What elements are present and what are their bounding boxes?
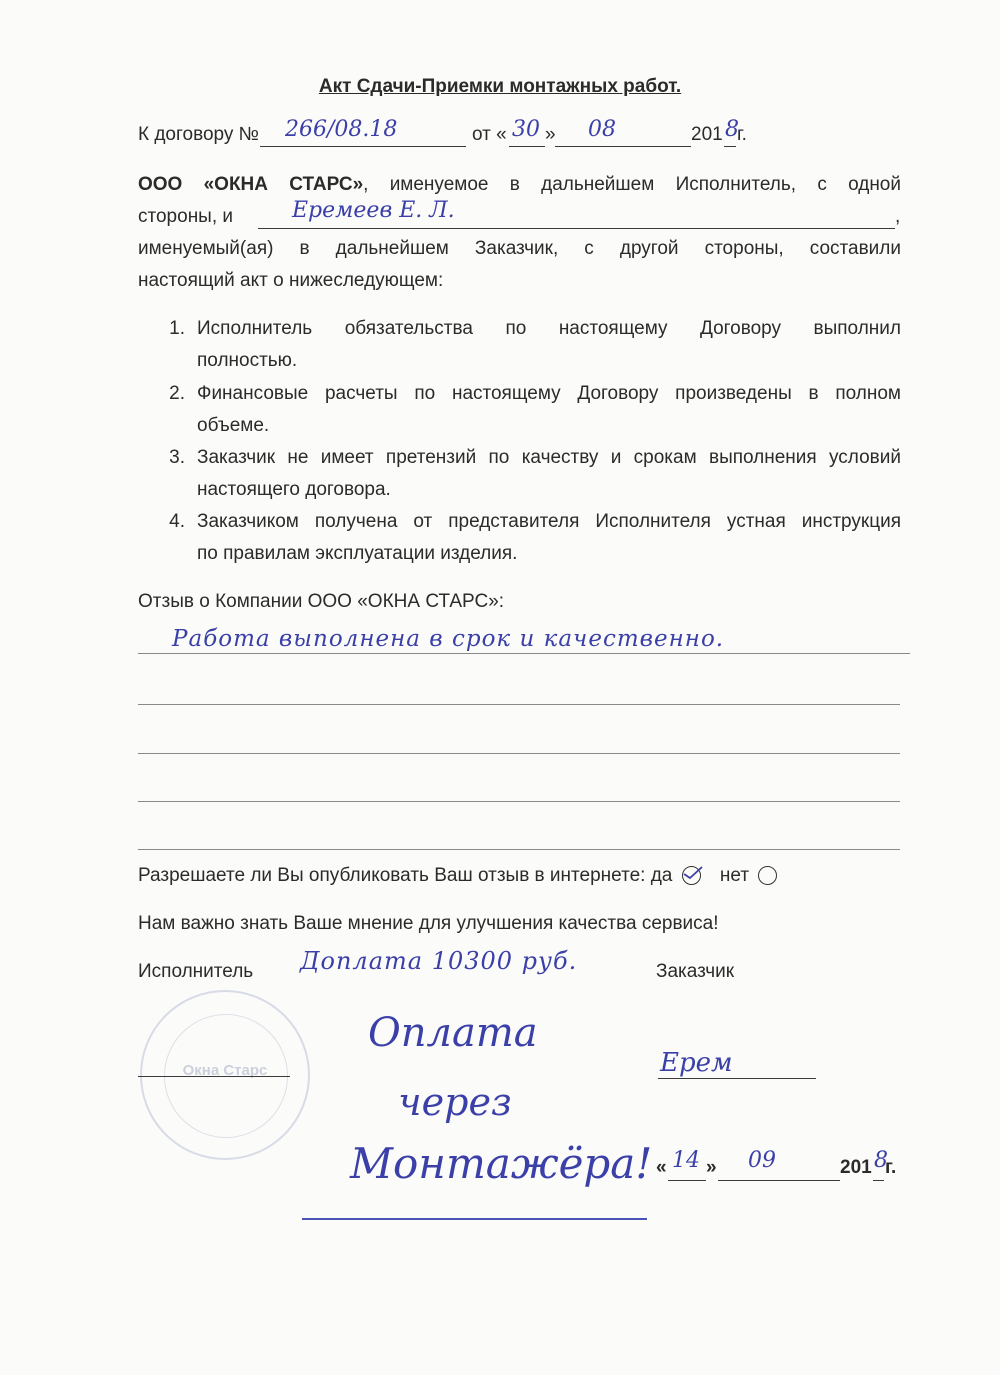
parties-line-2-prefix: стороны, и	[138, 206, 234, 227]
contract-from: от «	[472, 124, 507, 145]
customer-label: Заказчик	[656, 961, 735, 982]
list-item-line: объеме.	[197, 415, 270, 436]
contract-number-line	[260, 146, 466, 147]
review-handwritten: Работа выполнена в срок и качественно.	[172, 626, 725, 652]
date-day: 14	[672, 1148, 700, 1173]
contract-quote-close: »	[545, 124, 556, 145]
handwritten-note-2: через	[398, 1080, 512, 1124]
handwritten-note-3: Монтажёра!	[350, 1139, 653, 1188]
review-line	[138, 849, 900, 850]
customer-signature: Ерем	[660, 1048, 733, 1078]
parties-line-3: именуемый(ая) в дальнейшем Заказчик, с другой стороны, составили	[138, 238, 901, 259]
parties-line-2-suffix: ,	[895, 206, 901, 227]
company-name-bold: ООО «ОКНА СТАРС»	[138, 174, 364, 195]
date-year-suffix: г.	[885, 1157, 897, 1178]
list-item-number: 3.	[169, 447, 185, 468]
executor-signature-line	[138, 1076, 290, 1077]
publish-yes-radio[interactable]	[682, 866, 701, 885]
extra-payment-note: Доплата 10300 руб.	[300, 947, 578, 975]
contract-month: 08	[588, 117, 616, 142]
publish-no-radio[interactable]	[758, 866, 777, 885]
customer-signature-line	[658, 1078, 816, 1079]
date-year-digit: 8	[874, 1148, 888, 1173]
list-item-number: 1.	[169, 318, 185, 339]
list-item-line: полностью.	[197, 350, 298, 371]
review-line	[138, 801, 900, 802]
list-item-number: 2.	[169, 383, 185, 404]
contract-day-line	[509, 146, 545, 147]
date-year-prefix: 201	[840, 1157, 872, 1178]
publish-question: Разрешаете ли Вы опубликовать Ваш отзыв в интернете: да	[138, 865, 673, 886]
review-line	[138, 753, 900, 754]
publish-no-label: нет	[719, 865, 750, 886]
list-item-line: Финансовые расчеты по настоящему Договору произведены в полном	[197, 383, 901, 404]
contract-number: 266/08.18	[285, 117, 398, 142]
contract-year-suffix: г.	[737, 124, 747, 145]
contract-month-line	[555, 146, 691, 147]
review-line	[138, 704, 900, 705]
date-year-line	[873, 1180, 884, 1181]
date-month-line	[718, 1180, 840, 1181]
list-item-line: по правилам эксплуатации изделия.	[197, 543, 518, 564]
date-day-line	[668, 1180, 706, 1181]
customer-name-line	[258, 228, 895, 229]
date-month: 09	[748, 1148, 776, 1173]
contract-day: 30	[512, 117, 540, 142]
stamp-text: Окна Старс	[182, 1062, 268, 1079]
publish-question-row	[138, 864, 777, 888]
checkmark-icon	[680, 864, 708, 884]
parties-line-4: настоящий акт о нижеследующем:	[138, 270, 444, 291]
list-item-line: настоящего договора.	[197, 479, 391, 500]
review-label: Отзыв о Компании ООО «ОКНА СТАРС»:	[138, 591, 505, 612]
list-item-line: Заказчиком получена от представителя Исполнителя устная инструкция	[197, 511, 901, 532]
document-title: Акт Сдачи-Приемки монтажных работ.	[318, 76, 682, 97]
contract-year-line	[724, 146, 736, 147]
company-stamp	[140, 990, 310, 1160]
executor-label: Исполнитель	[138, 961, 254, 982]
list-item-line: Заказчик не имеет претензий по качеству и срокам выполнения условий	[197, 447, 901, 468]
contract-year-digit: 8	[725, 117, 739, 142]
date-open: «	[656, 1157, 667, 1178]
contract-year-prefix: 201	[691, 124, 723, 145]
handwritten-note-1: Оплата	[368, 1010, 538, 1056]
parties-line-1	[138, 173, 901, 197]
list-item-line: Исполнитель обязательства по настоящему Договору выполнил	[197, 318, 901, 339]
list-item-number: 4.	[169, 511, 185, 532]
handwritten-underline	[302, 1218, 647, 1220]
service-note: Нам важно знать Ваше мнение для улучшения качества сервиса!	[138, 913, 719, 934]
customer-name: Еремеев Е. Л.	[292, 198, 455, 223]
contract-prefix: К договору №	[138, 124, 260, 145]
parties-line-1-rest: , именуемое в дальнейшем Исполнитель, с одной	[363, 174, 901, 195]
date-close: »	[706, 1157, 717, 1178]
review-line	[138, 653, 910, 654]
